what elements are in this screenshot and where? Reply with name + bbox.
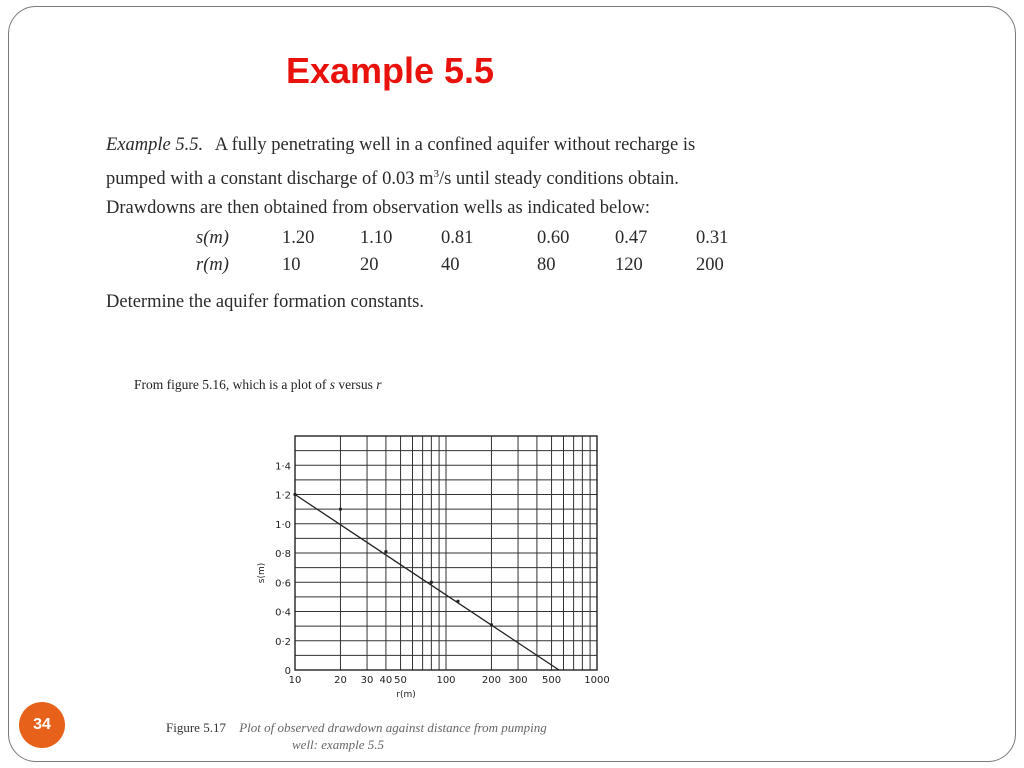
unit-exponent: 3: [433, 168, 439, 180]
y-tick-label: 1·4: [275, 461, 291, 473]
y-axis-label: s(m): [257, 562, 267, 584]
x-tick-label: 500: [541, 675, 562, 686]
y-tick-label: 0·4: [275, 607, 291, 619]
x-tick-label: 20: [334, 675, 347, 686]
problem-line-3: Drawdowns are then obtained from observation wells as indicated below:: [106, 198, 651, 219]
y-tick-label: 1·0: [275, 519, 291, 531]
table-cell: 0.60: [537, 228, 570, 248]
x-tick-label: 50: [394, 675, 407, 686]
y-tick-label: 0·6: [275, 578, 291, 590]
row-label-s: s(m): [196, 228, 229, 248]
data-point: [293, 493, 296, 496]
table-cell: 120: [615, 255, 643, 275]
x-tick-label: 10: [288, 675, 302, 686]
problem-text-1: A fully penetrating well in a confined aquifer without recharge is: [214, 135, 696, 155]
x-tick-label: 100: [436, 675, 456, 686]
x-tick-label: 200: [481, 675, 502, 686]
solution-intro-pre: From figure 5.16, which is a plot of: [134, 377, 330, 392]
row-label-r: r(m): [196, 255, 229, 275]
figure-label: Figure 5.17: [166, 720, 226, 735]
data-point: [456, 600, 459, 603]
data-point: [490, 623, 493, 626]
table-cell: 20: [360, 255, 379, 275]
table-cell: 40: [441, 255, 460, 275]
y-tick-label: 0·8: [275, 549, 291, 560]
table-cell: 0.47: [615, 228, 648, 248]
table-cell: 10: [282, 255, 301, 275]
question-text: Determine the aquifer formation constants.: [106, 292, 424, 312]
problem-text-2a: pumped with a constant discharge of 0.03 m: [106, 169, 434, 190]
problem-text-2b: /s until steady conditions obtain.: [438, 169, 679, 190]
x-tick-label: 30: [360, 675, 374, 686]
data-point: [430, 581, 433, 584]
y-tick-label: 0: [284, 666, 291, 677]
example-lead: Example 5.5.: [106, 135, 204, 155]
problem-line-1: [106, 131, 832, 160]
table-cell: 1.10: [360, 228, 393, 248]
slide-title: Example 5.5: [285, 50, 495, 91]
y-tick-label: 0·2: [275, 636, 291, 648]
table-cell: 80: [537, 255, 556, 275]
problem-line-2: [106, 160, 832, 194]
data-point: [384, 550, 387, 553]
x-tick-label: 300: [508, 675, 528, 686]
solution-intro-s: s: [329, 377, 335, 392]
table-cell: 0.31: [696, 228, 729, 248]
y-tick-label: 1·2: [275, 490, 291, 502]
figure-caption: [166, 719, 726, 753]
solution-intro-mid: versus: [335, 377, 377, 392]
solution-intro-r: r: [376, 377, 382, 392]
caption-text-1: Plot of observed drawdown against distance from pumping: [239, 720, 547, 735]
caption-line-1: [166, 719, 726, 736]
caption-text-2: well: example 5.5: [292, 737, 385, 752]
x-axis-label: r(m): [396, 690, 416, 700]
solution-intro: [134, 377, 382, 393]
data-point: [339, 508, 342, 511]
problem-statement: [106, 131, 832, 223]
x-tick-label: 1000: [584, 675, 610, 686]
page-number-badge: 34: [19, 702, 65, 748]
caption-line-2: [166, 736, 726, 753]
table-cell: 200: [696, 255, 724, 275]
x-tick-label: 40: [379, 675, 393, 686]
drawdown-chart: [240, 430, 620, 716]
table-cell: 1.20: [282, 228, 315, 248]
table-cell: 0.81: [441, 228, 474, 248]
